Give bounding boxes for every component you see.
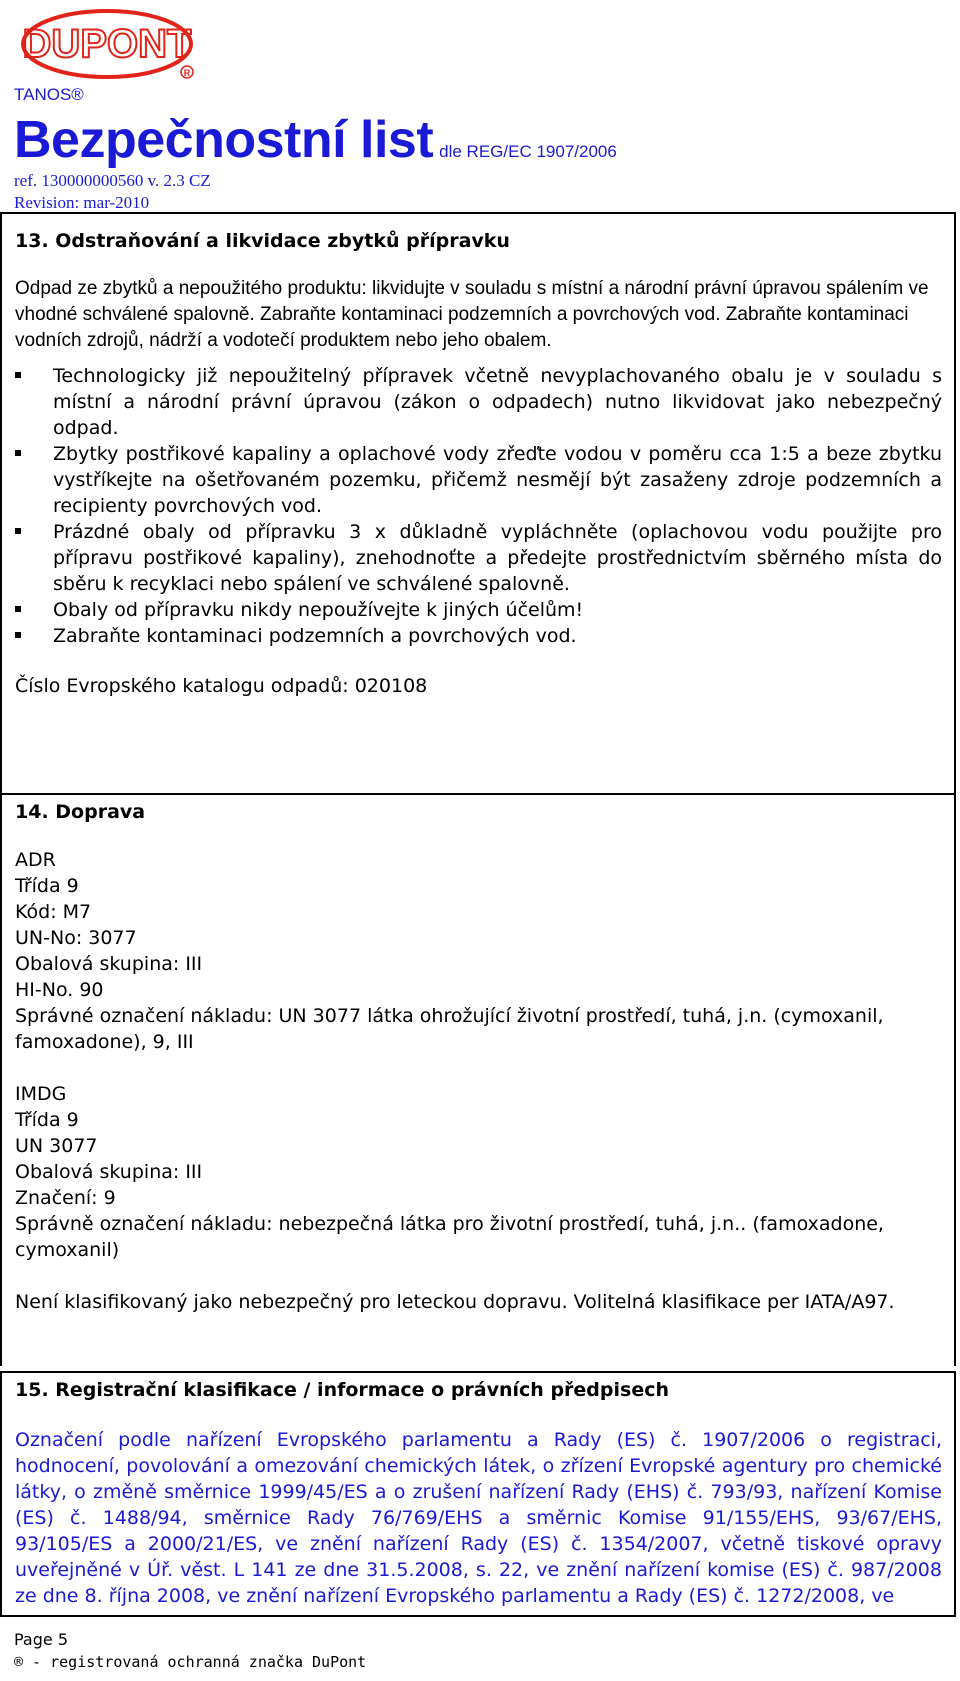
adr-code: Kód: M7 (15, 901, 92, 923)
square-bullet-icon (15, 632, 21, 638)
page-title: Bezpečnostní list (14, 111, 434, 169)
adr-class: Třída 9 (15, 875, 79, 897)
adr-packing-group: Obalová skupina: III (15, 953, 203, 975)
page-footer (14, 1629, 366, 1673)
section-13-disposal (0, 212, 956, 795)
list-item: Zabraňte kontaminaci podzemních a povrchových vod. (15, 623, 942, 649)
svg-text:R: R (183, 68, 191, 78)
square-bullet-icon (15, 606, 21, 612)
adr-hi-no: HI-No. 90 (15, 979, 104, 1001)
imdg-label: Značení: 9 (15, 1187, 116, 1209)
section-15-title: 15. Registrační klasifikace / informace o právních předpisech (15, 1379, 670, 1401)
dupont-logo (19, 6, 201, 84)
list-item: Zbytky postřikové kapaliny a oplachové vody zřeďte vodou v poměru cca 1:5 a beze zbytku vystříkejte na ošetřovaném pozemku, přičemž nesmějí být zasaženy zdroje podzemních a recipienty povrchových vod. (15, 441, 942, 519)
section-14-transport (0, 793, 956, 1366)
imdg-packing-group: Obalová skupina: III (15, 1161, 203, 1183)
disposal-bullet-list (15, 363, 942, 649)
adr-heading: ADR (15, 849, 56, 871)
square-bullet-icon (15, 372, 21, 378)
regulation-ref: dle REG/EC 1907/2006 (439, 142, 617, 161)
square-bullet-icon (15, 528, 21, 534)
section-15-regulatory (0, 1371, 956, 1617)
list-item: Obaly od přípravku nikdy nepoužívejte k jiných účelům! (15, 597, 942, 623)
regulatory-text: Označení podle nařízení Evropského parlamentu a Rady (ES) č. 1907/2006 o registraci, hodnocení, povolování a omezování chemických látek, o zřízení Evropské agentury pro chemické látky, o změně směrnice 1999/45/ES a o zrušení nařízení Rady (EHS) č. 793/93, nařízení Komise (ES) č. 1488/94, směrnice Rady 76/769/EHS a směrnic Komise 91/155/EHS, 93/67/EHS, 93/105/ES a 2000/21/ES, ve znění nařízení Rady (ES) č. 1354/2007, včetně tiskové opravy uveřejněné v Úř. věst. L 141 ze dne 31.5.2008, s. 22, ve znění nařízení komise (ES) č. 987/2008 ze dne 8. října 2008, ve znění nařízení Evropského parlamentu a Rady (ES) č. 1272/2008, ve (15, 1429, 942, 1607)
product-name: TANOS® (14, 85, 84, 104)
trademark-note: ® - registrovaná ochranná značka DuPont (14, 1653, 367, 1671)
imdg-heading: IMDG (15, 1083, 67, 1105)
air-transport-note: Není klasifikovaný jako nebezpečný pro leteckou dopravu. Volitelná klasifikace per IATA/A97. (15, 1291, 895, 1313)
document-ref: ref. 130000000560 v. 2.3 CZ (14, 171, 211, 190)
adr-un-no: UN-No: 3077 (15, 927, 137, 949)
imdg-un: UN 3077 (15, 1135, 98, 1157)
adr-shipping-name: Správné označení nákladu: UN 3077 látka ohrožující životní prostředí, tuhá, j.n. (cymoxanil, famoxadone), 9, III (15, 1005, 884, 1053)
page-number: Page 5 (14, 1630, 68, 1649)
list-item: Prázdné obaly od přípravku 3 x důkladně vypláchněte (oplachovou vodu použijte pro přípravu postřikové kapaliny), znehodnoťte a předejte prostřednictvím sběrného místa do sběru k recyklaci nebo spálení ve schválené spalovně. (15, 519, 942, 597)
section-14-title: 14. Doprava (15, 801, 146, 823)
list-item: Technologicky již nepoužitelný přípravek včetně nevyplachovaného obalu je v souladu s místní a národní právní úpravou (zákon o odpadech) nutno likvidovat jako nebezpečný odpad. (15, 363, 942, 441)
imdg-shipping-name: Správně označení nákladu: nebezpečná látka pro životní prostředí, tuhá, j.n.. (famoxadone, cymoxanil) (15, 1213, 884, 1261)
imdg-class: Třída 9 (15, 1109, 79, 1131)
document-header (14, 0, 954, 210)
square-bullet-icon (15, 450, 21, 456)
waste-catalogue-number: Číslo Evropského katalogu odpadů: 020108 (15, 675, 428, 697)
title-row (14, 110, 617, 170)
section-13-intro: Odpad ze zbytků a nepoužitého produktu: likvidujte v souladu s místní a národní právní úpravou spálením ve vhodné schválené spalovně. Zabraňte kontaminaci podzemních a povrchových vod. Zabraňte kontaminaci vodních zdrojů, nádrží a vodotečí produktem nebo jeho obalem. (15, 278, 929, 351)
section-13-title: 13. Odstraňování a likvidace zbytků přípravku (15, 230, 510, 252)
revision-date: Revision: mar-2010 (14, 193, 150, 212)
svg-text:DUPONT: DUPONT (22, 22, 192, 66)
